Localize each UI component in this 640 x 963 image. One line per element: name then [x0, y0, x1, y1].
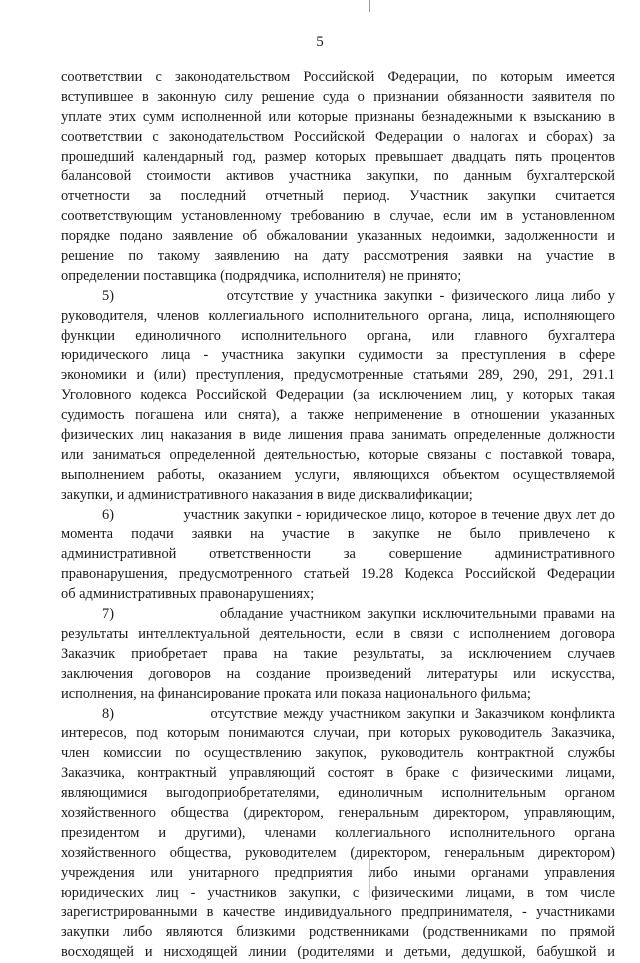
text-line: Заказчик приобретает права на такие результаты, за исключением случаев — [61, 645, 615, 662]
text-line: 6) участник закупки - юридическое лицо, которое в течение двух лет до — [102, 506, 615, 523]
text-line: уплате этих сумм исполненной или которые признаны безнадежными к взысканию в — [61, 108, 615, 125]
text-line: выполнением работы, оказанием услуги, являющихся объектом осуществляемой — [61, 466, 615, 483]
text-line: юридических лиц - участников закупки, с физическими лицами, в том числе — [61, 884, 615, 901]
text-line: соответствии с законодательством Российской Федерации, по которым имеется — [61, 69, 615, 85]
text-line: отчетности за последний отчетный период. Участник закупки считается — [61, 188, 615, 205]
text-line: балансовой стоимости активов участника закупки, по данным бухгалтерской — [61, 168, 615, 185]
text-line: физических лиц наказания в виде лишения права занимать определенные должности — [61, 427, 615, 444]
text-line: интересов, под которым понимаются случаи, при которых руководитель Заказчика, — [61, 725, 615, 742]
text-line: Уголовного кодекса Российской Федерации (за исключением лиц, у которых такая — [61, 387, 615, 404]
text-line: заключения договоров на создание произведений литературы или искусства, — [61, 665, 615, 682]
text-line: соответствующим установленному требованию в случае, если им в установленном — [61, 208, 615, 225]
text-line: прошедший календарный год, размер которых превышает двадцать пять процентов — [61, 148, 615, 165]
scan-edge-mark — [369, 0, 370, 12]
text-line: судимость погашена или снята), а также неприменение в отношении указанных — [61, 407, 615, 424]
text-line: об административных правонарушениях; — [61, 586, 315, 603]
text-line: Заказчика, контрактный управляющий состоят в браке с физическими лицами, — [61, 765, 615, 782]
text-line: восходящей и нисходящей линии (родителями и детьми, дедушкой, бабушкой и — [61, 944, 615, 961]
text-line: руководителя, членов коллегиального исполнительного органа, лица, исполняющего — [61, 307, 615, 324]
text-line: член комиссии по осуществлению закупок, руководитель контрактной службы — [61, 745, 615, 762]
text-line: юридического лица - участника закупки судимости за преступления в сфере — [61, 347, 615, 364]
text-line: президентом и другими), членами коллегиального исполнительного органа — [61, 824, 615, 841]
text-line: хозяйственного общества (директором, генеральным директором, управляющим, — [61, 804, 615, 821]
text-line: вступившее в законную силу решение суда о признании обязанности заявителя по — [61, 88, 615, 105]
text-line: 8) отсутствие между участником закупки и Заказчиком конфликта — [102, 705, 615, 722]
text-line: функции единоличного исполнительного органа, или главного бухгалтера — [61, 327, 615, 344]
text-line: результаты интеллектуальной деятельности, если в связи с исполнением договора — [61, 625, 615, 642]
page-number: 5 — [316, 34, 324, 50]
text-line: правонарушения, предусмотренного статьей 19.28 Кодекса Российской Федерации — [61, 566, 615, 583]
text-line: закупки, и административного наказания в виде дисквалификации; — [61, 486, 473, 503]
text-line: соответствии с законодательством Российской Федерации о налогах и сборах) за — [61, 128, 615, 145]
document-body — [61, 68, 615, 963]
text-line: хозяйственного общества, руководителем (директором, генеральным директором) — [61, 844, 615, 861]
text-line: учреждения или унитарного предприятия либо иными органами управления — [61, 864, 615, 881]
text-line: или заниматься определенной деятельностью, которые связаны с поставкой товара, — [61, 446, 615, 463]
text-line: экономики и (или) преступления, предусмотренные статьями 289, 290, 291, 291.1 — [61, 367, 615, 384]
text-line: являющимися выгодоприобретателями, единоличным исполнительным органом — [61, 785, 615, 802]
text-line: административной ответственности за совершение административного — [61, 546, 615, 563]
text-line: определении поставщика (подрядчика, исполнителя) не принято; — [61, 267, 462, 284]
text-line: 7) обладание участником закупки исключительными правами на — [102, 606, 615, 623]
text-line: зарегистрированными в качестве индивидуального предпринимателя, - участниками — [61, 904, 615, 921]
text-line: закупки либо являются близкими родственниками (родственниками по прямой — [61, 924, 615, 941]
text-line: момента подачи заявки на участие в закупке не было привлечено к — [61, 526, 615, 543]
text-line: порядке подано заявление об обжаловании указанных недоимки, задолженности и — [61, 228, 615, 245]
text-line: 5) отсутствие у участника закупки - физического лица либо у — [102, 287, 615, 304]
text-line: решение по такому заявлению на дату рассмотрения заявки на участие в — [61, 248, 615, 265]
text-line: исполнения, на финансирование проката или показа национального фильма; — [61, 685, 531, 702]
